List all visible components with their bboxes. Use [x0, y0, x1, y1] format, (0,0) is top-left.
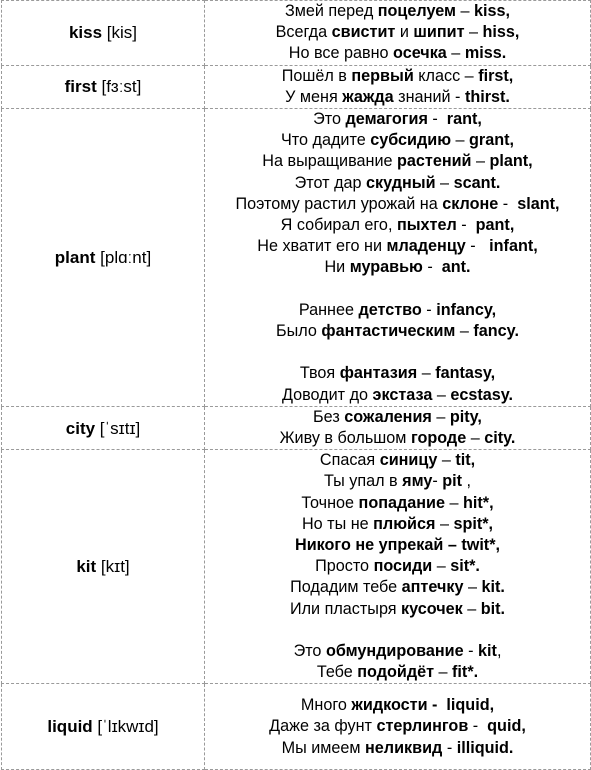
text-segment: Змей перед [284, 2, 378, 20]
poem-cell [205, 406, 591, 449]
bold-word: spit*, [453, 514, 494, 533]
text-segment: – [437, 451, 456, 470]
bold-word: сожаления [344, 407, 432, 426]
poem-line [205, 87, 590, 108]
text-segment: - [427, 110, 447, 129]
poem-line [205, 43, 590, 64]
text-segment: – [464, 23, 483, 42]
bold-word: неликвид [365, 738, 443, 757]
bold-word: hit*, [463, 493, 494, 512]
bold-word: стерлингов [376, 717, 469, 736]
bold-word: обмундирование [325, 642, 464, 661]
poem-line [205, 236, 590, 257]
text-segment: – [432, 557, 451, 576]
text-segment: Раннее [298, 300, 359, 319]
poem-line [205, 22, 590, 43]
bold-word: infant, [489, 237, 538, 256]
text-segment: Тебе [316, 663, 358, 682]
bold-word: bit. [480, 599, 506, 618]
vocabulary-table [1, 0, 591, 770]
text-segment: - [456, 216, 476, 235]
poem-line [205, 471, 590, 492]
poem-line [205, 493, 590, 514]
bold-word: fancy. [473, 322, 519, 341]
blank-line [205, 342, 590, 363]
bold-word: sit*. [450, 557, 480, 576]
bold-word: slant, [517, 194, 560, 213]
text-segment: Я собирал его, [280, 216, 397, 235]
bold-word: hiss, [482, 23, 520, 42]
text-segment: - [422, 258, 442, 277]
word-cell [2, 1, 205, 66]
bold-word: kiss, [474, 2, 511, 20]
transcription: [ˈlɪkwɪd] [97, 717, 159, 737]
bold-word: склоне [442, 194, 499, 213]
text-segment: - [432, 472, 443, 491]
headword: kiss [68, 23, 103, 43]
text-segment: Это [293, 642, 326, 661]
text-segment: – [431, 407, 450, 426]
headword: city [65, 418, 96, 438]
blank-line [205, 620, 590, 641]
text-segment: – [462, 599, 481, 618]
bold-word: скудный [366, 173, 436, 192]
text-segment: - [442, 738, 457, 757]
text-segment: – [456, 2, 475, 20]
text-segment: Поэтому растил урожай на [235, 194, 443, 213]
bold-word: thirst. [464, 87, 510, 106]
bold-word: pity, [449, 407, 482, 426]
bold-word: фантастическим [321, 322, 456, 341]
text-segment: Не хватит его ни [257, 237, 387, 256]
poem-line [205, 450, 590, 471]
bold-word: kit [478, 642, 497, 661]
bold-word: подойдёт [357, 663, 435, 682]
bold-word: first, [478, 66, 514, 85]
text-segment: – [417, 364, 436, 383]
text-segment: – [435, 514, 454, 533]
bold-word: экстаза [372, 385, 433, 404]
bold-word: городе [410, 429, 467, 448]
bold-word: фантазия [339, 364, 418, 383]
poem-line [205, 151, 590, 172]
bold-word: Никого не упрекай – twit*, [295, 536, 500, 555]
table-row [2, 109, 591, 407]
bold-word: шипит [413, 23, 465, 42]
transcription: [ˈsɪtɪ] [99, 418, 141, 438]
text-segment: Но ты не [301, 514, 374, 533]
text-segment: класс – [413, 66, 479, 85]
text-segment: Спасая [319, 451, 380, 470]
text-segment: - [421, 300, 437, 319]
bold-word: pant, [475, 216, 515, 235]
bold-word: ecstasy. [450, 385, 514, 404]
table-row [2, 450, 591, 684]
text-segment: Всегда [275, 23, 332, 42]
poem-line [205, 215, 590, 236]
poem-line [205, 738, 590, 759]
text-segment: Ни [324, 258, 350, 277]
text-segment: Твоя [299, 364, 340, 383]
headword: liquid [47, 717, 93, 737]
text-segment: Этот дар [294, 173, 367, 192]
poem-line [205, 321, 590, 342]
bold-word: осечка [393, 44, 447, 63]
bold-word: субсидию [370, 131, 452, 150]
poem-line [205, 363, 590, 384]
poem-line [205, 109, 590, 130]
poem-cell [205, 1, 591, 66]
word-cell [2, 109, 205, 407]
poem-cell [205, 450, 591, 684]
text-segment: – [434, 663, 453, 682]
text-segment: Точное [301, 493, 359, 512]
bold-word: city. [484, 429, 516, 448]
bold-word: жажда [342, 87, 394, 106]
text-segment: - [468, 717, 488, 736]
poem-line [205, 66, 590, 87]
vocabulary-table-body [2, 1, 591, 770]
bold-word: tit, [455, 451, 476, 470]
bold-word: растений [397, 152, 472, 171]
bold-word: fit*. [452, 663, 479, 682]
text-segment: Что дадите [281, 131, 371, 150]
poem-cell [205, 684, 591, 770]
transcription: [kis] [106, 23, 138, 43]
blank-line [205, 279, 590, 300]
bold-word: демагогия [345, 110, 428, 129]
text-segment: Даже за фунт [269, 717, 377, 736]
word-cell [2, 450, 205, 684]
headword: first [64, 77, 97, 97]
text-segment: Это [313, 110, 346, 129]
bold-word: fantasy, [435, 364, 496, 383]
bold-word: scant. [453, 173, 501, 192]
text-segment: - [465, 237, 490, 256]
text-segment: У меня [285, 87, 343, 106]
table-row [2, 1, 591, 66]
bold-word: синицу [379, 451, 438, 470]
table-row [2, 406, 591, 449]
poem-cell [205, 65, 591, 108]
text-segment: , [462, 472, 472, 491]
text-segment: – [446, 44, 465, 63]
text-segment: Подадим тебе [290, 578, 402, 597]
poem-line [205, 428, 590, 449]
bold-word: детство [358, 300, 422, 319]
bold-word: infancy, [436, 300, 497, 319]
poem-line [205, 695, 590, 716]
text-segment: – [451, 131, 470, 150]
text-segment: Доводит до [281, 385, 373, 404]
text-segment: Без [313, 407, 345, 426]
bold-word: plant, [489, 152, 533, 171]
bold-word: плюйся [373, 514, 436, 533]
bold-word: miss. [464, 44, 507, 63]
text-segment: – [466, 429, 485, 448]
bold-word: ant. [441, 258, 471, 277]
word-cell [2, 406, 205, 449]
bold-word: яму [402, 472, 433, 491]
poem-line [205, 716, 590, 737]
text-segment: Ты упал в [323, 472, 403, 491]
text-segment: Или пластыря [289, 599, 402, 618]
poem-cell [205, 109, 591, 407]
text-segment: Было [276, 322, 322, 341]
text-segment: – [432, 385, 451, 404]
poem-line [205, 641, 590, 662]
word-cell [2, 684, 205, 770]
bold-word: rant, [446, 110, 482, 129]
bold-word: попадание [358, 493, 446, 512]
text-segment: - [463, 642, 479, 661]
text-segment: – [455, 322, 474, 341]
poem-line [205, 173, 590, 194]
bold-word: младенцу [386, 237, 466, 256]
word-cell [2, 65, 205, 108]
poem-line [205, 535, 590, 556]
table-row [2, 65, 591, 108]
bold-word: жидкости - liquid, [351, 696, 495, 715]
poem-line [205, 662, 590, 683]
poem-line [205, 300, 590, 321]
transcription: [fɜːst] [101, 77, 142, 97]
bold-word: kit. [481, 578, 505, 597]
poem-line [205, 599, 590, 620]
bold-word: посиди [373, 557, 433, 576]
text-segment: и [395, 23, 414, 42]
bold-word: пыхтел [396, 216, 457, 235]
poem-line [205, 577, 590, 598]
poem-line [205, 194, 590, 215]
bold-word: аптечку [401, 578, 464, 597]
bold-word: illiquid. [456, 738, 514, 757]
transcription: [kɪt] [100, 557, 130, 577]
poem-line [205, 556, 590, 577]
text-segment: Живу в большом [279, 429, 411, 448]
headword: plant [54, 247, 96, 267]
text-segment: , [496, 642, 502, 661]
text-segment: - [498, 194, 518, 213]
bold-word: свистит [331, 23, 396, 42]
text-segment: – [471, 152, 490, 171]
bold-word: grant, [469, 131, 514, 150]
table-row [2, 684, 591, 770]
transcription: [plɑːnt] [100, 247, 152, 267]
text-segment: Много [300, 696, 352, 715]
headword: kit [76, 557, 97, 577]
bold-word: первый [351, 66, 414, 85]
text-segment: Просто [315, 557, 374, 576]
bold-word: муравью [349, 258, 423, 277]
poem-line [205, 514, 590, 535]
text-segment: Но все равно [288, 44, 394, 63]
text-segment: На выращивание [262, 152, 397, 171]
poem-line [205, 407, 590, 428]
text-segment: Мы имеем [281, 738, 366, 757]
bold-word: pit [442, 472, 463, 491]
text-segment: – [435, 173, 454, 192]
poem-line [205, 257, 590, 278]
poem-line [205, 130, 590, 151]
text-segment: знаний - [393, 87, 465, 106]
bold-word: поцелуем [377, 2, 457, 20]
poem-line [205, 385, 590, 406]
poem-line [205, 1, 590, 22]
bold-word: кусочек [401, 599, 463, 618]
text-segment: – [445, 493, 464, 512]
text-segment: Пошёл в [281, 66, 352, 85]
text-segment: – [463, 578, 482, 597]
bold-word: quid, [487, 717, 526, 736]
